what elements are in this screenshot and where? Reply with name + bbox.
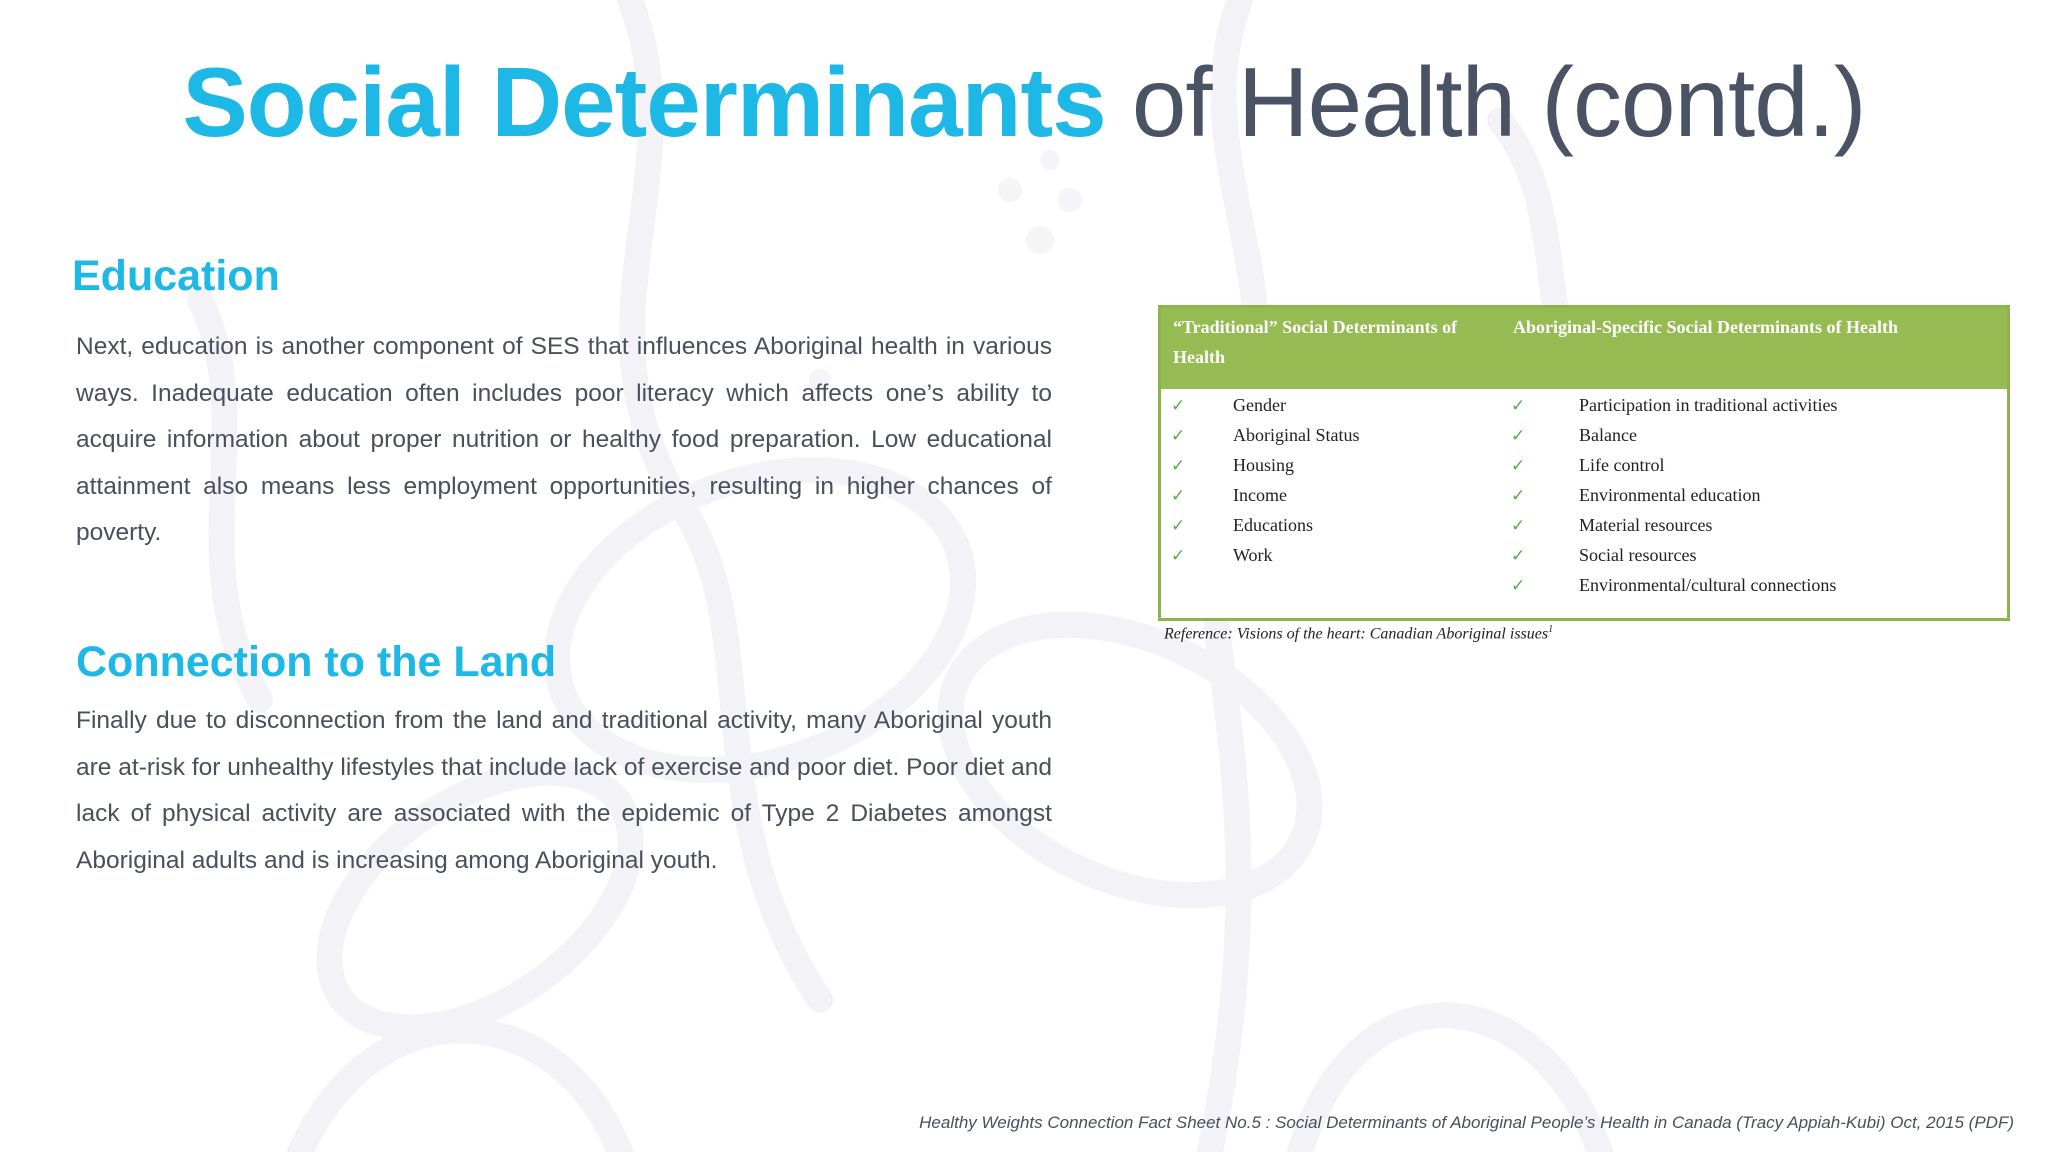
list-item [1171, 510, 1360, 540]
check-icon: ✓ [1171, 396, 1186, 416]
check-icon: ✓ [1511, 486, 1526, 506]
education-heading: Education [72, 252, 280, 300]
list-item-label: Gender [1233, 395, 1286, 415]
aboriginal-determinants-list [1511, 390, 1837, 600]
list-item-label: Income [1233, 485, 1287, 505]
aboriginal-determinants-header: Aboriginal-Specific Social Determinants of Health [1513, 317, 1898, 337]
list-item-label: Work [1233, 545, 1273, 565]
list-item [1171, 390, 1360, 420]
determinants-figure [1158, 305, 2010, 621]
figure-reference-text: Reference: Visions of the heart: Canadian Aboriginal issues [1164, 625, 1549, 643]
list-item [1511, 390, 1837, 420]
check-icon: ✓ [1511, 456, 1526, 476]
check-icon: ✓ [1511, 516, 1526, 536]
list-item [1171, 420, 1360, 450]
figure-header [1161, 308, 2007, 389]
list-item [1171, 450, 1360, 480]
list-item [1171, 480, 1360, 510]
list-item-label: Aboriginal Status [1233, 425, 1360, 445]
check-icon: ✓ [1171, 546, 1186, 566]
list-item-label: Educations [1233, 515, 1313, 535]
connection-to-land-heading: Connection to the Land [76, 638, 557, 686]
list-item-label: Environmental/cultural connections [1579, 575, 1837, 595]
check-icon: ✓ [1511, 576, 1526, 596]
list-item [1511, 480, 1837, 510]
page-title [0, 42, 2048, 162]
check-icon: ✓ [1171, 426, 1186, 446]
list-item [1511, 420, 1837, 450]
check-icon: ✓ [1171, 456, 1186, 476]
figure-reference [1164, 624, 1553, 643]
check-icon: ✓ [1511, 396, 1526, 416]
list-item [1511, 510, 1837, 540]
list-item-label: Balance [1579, 425, 1637, 445]
list-item-label: Social resources [1579, 545, 1697, 565]
footer-citation: Healthy Weights Connection Fact Sheet No.5 : Social Determinants of Aboriginal People’s Health in Canada (Tracy Appiah-Kubi) Oct, 2015 (PDF) [919, 1113, 2014, 1132]
list-item [1171, 540, 1360, 570]
check-icon: ✓ [1511, 546, 1526, 566]
traditional-determinants-header: “Traditional” Social Determinants of Health [1173, 317, 1458, 367]
traditional-determinants-list [1171, 390, 1360, 570]
list-item-label: Environmental education [1579, 485, 1761, 505]
list-item [1511, 450, 1837, 480]
list-item-label: Housing [1233, 455, 1295, 475]
list-item-label: Life control [1579, 455, 1665, 475]
list-item-label: Participation in traditional activities [1579, 395, 1838, 415]
check-icon: ✓ [1511, 426, 1526, 446]
check-icon: ✓ [1171, 516, 1186, 536]
list-item [1511, 540, 1837, 570]
list-item [1511, 570, 1837, 600]
check-icon: ✓ [1171, 486, 1186, 506]
page-title-light: of Health (contd.) [1131, 47, 1866, 157]
education-paragraph: Next, education is another component of SES that influences Aboriginal health in various ways. Inadequate education often includes poor literacy which affects one’s ability to acquire information about proper nutrition or healthy food preparation. Low educational attainment also means less employment opportunities, resulting in higher chances of poverty. [76, 333, 1052, 546]
list-item-label: Material resources [1579, 515, 1713, 535]
connection-to-land-paragraph: Finally due to disconnection from the land and traditional activity, many Aboriginal youth are at-risk for unhealthy lifestyles that include lack of exercise and poor diet. Poor diet and lack of physical activity are associated with the epidemic of Type 2 Diabetes amongst Aboriginal adults and is increasing among Aboriginal youth. [76, 707, 1052, 874]
page-title-strong: Social Determinants [182, 47, 1106, 157]
figure-reference-sup: 1 [1548, 624, 1554, 635]
